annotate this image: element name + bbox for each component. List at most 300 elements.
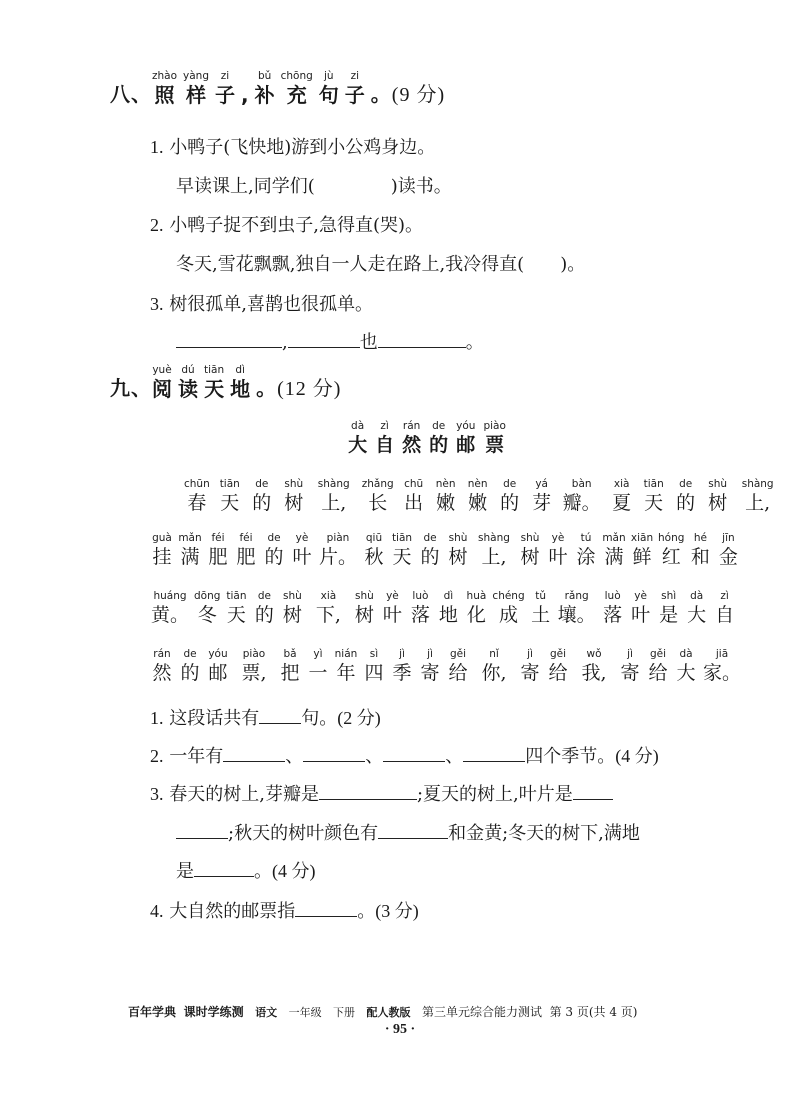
passage-title-char-hanzi: 票 [485, 434, 505, 456]
passage-word-hanzi: 满 [180, 546, 200, 568]
section-8-heading [110, 70, 445, 107]
passage-word-hanzi: 自 [715, 604, 735, 626]
passage-word-pinyin: bǎ [283, 648, 297, 660]
passage-word [713, 590, 737, 627]
passage-title-char-pinyin: dà [351, 420, 365, 432]
footer-grade: 一年级 [288, 1006, 322, 1019]
passage-word [206, 532, 230, 569]
passage-word-hanzi: 叶 [382, 604, 402, 626]
passage-word [518, 648, 542, 685]
passage-word-hanzi: 你, [481, 662, 507, 684]
s8-title-char [345, 70, 365, 107]
passage-word-pinyin: gěi [549, 648, 567, 660]
passage-word-hanzi: 家。 [702, 662, 741, 684]
passage-word-pinyin: piào [242, 648, 266, 660]
s8-title-char [241, 70, 249, 107]
passage-word-pinyin: huà [466, 590, 487, 602]
passage-word [657, 590, 681, 627]
passage-word [574, 648, 614, 685]
passage-word-hanzi: 把 [280, 662, 300, 684]
s9-q3-score: (4 分) [272, 861, 316, 881]
passage-word-hanzi: 我, [581, 662, 607, 684]
passage-word-hanzi: 给 [548, 662, 568, 684]
section-8-score: (9 分) [391, 84, 446, 106]
passage-word [518, 532, 542, 569]
passage-word [629, 590, 653, 627]
passage-word-hanzi: 红 [661, 546, 681, 568]
passage-word-hanzi: 的 [676, 492, 696, 514]
passage-word [530, 478, 554, 515]
s9-q2-blank-1[interactable] [223, 743, 285, 762]
passage-word-pinyin: hé [693, 532, 707, 544]
footer-volume: 下册 [333, 1006, 356, 1019]
s8-title-char-hanzi: 子 [344, 83, 365, 107]
s9-q4-score: (3 分) [375, 901, 419, 921]
s8-title-char-pinyin: jù [323, 70, 334, 82]
passage-word-hanzi: 春 [187, 492, 207, 514]
passage-word-hanzi: 肥 [208, 546, 228, 568]
passage-word-hanzi: 大 [676, 662, 696, 684]
passage-word-hanzi: 上, [745, 492, 771, 514]
s8-q3-number: 3. [150, 294, 164, 314]
passage-word-pinyin: yá [535, 478, 548, 490]
s9-q4-text-a: 大自然的邮票指 [169, 901, 296, 922]
passage-word-pinyin: guà [152, 532, 172, 544]
s9-title-char-hanzi: 地 [230, 377, 251, 401]
passage-word-pinyin: chū [404, 478, 424, 490]
passage-word-pinyin: shù [448, 532, 468, 544]
s8-q3-example [150, 290, 373, 316]
passage-title-char [483, 420, 505, 457]
s9-q2-sep-3: 、 [445, 746, 464, 767]
s8-q1-number: 1. [150, 137, 164, 157]
s8-q1-task [176, 172, 452, 198]
passage-word [390, 648, 414, 685]
passage-word [150, 648, 174, 685]
passage-word-pinyin: shù [283, 590, 302, 602]
passage-word [178, 532, 202, 569]
passage-word [290, 532, 314, 569]
passage-word-pinyin: luò [412, 590, 429, 602]
passage-word-pinyin: tiān [219, 478, 240, 490]
passage-word-hanzi: 地 [438, 604, 458, 626]
passage-word [674, 648, 698, 685]
passage-word [408, 590, 432, 627]
s8-q3-task [176, 328, 484, 354]
s9-q2-text-a: 一年有 [169, 746, 224, 767]
passage-word-hanzi: 和 [690, 546, 710, 568]
s8-title-char-hanzi: 照 [154, 83, 175, 107]
passage-word [334, 648, 358, 685]
passage-word-pinyin: gěi [449, 648, 467, 660]
passage-word-hanzi: 天 [220, 492, 240, 514]
passage-word [474, 532, 514, 569]
s9-q2-text-b: 四个季节。 [525, 746, 616, 767]
passage-word [150, 532, 174, 569]
passage-word [685, 590, 709, 627]
s9-q1-number: 1. [150, 708, 164, 728]
s8-q1-example-text: 小鸭子(飞快地)游到小公鸡身边。 [169, 137, 436, 158]
passage-word-pinyin: shàng [317, 478, 350, 490]
s8-q2-number: 2. [150, 215, 164, 235]
passage-word [402, 478, 426, 515]
passage-word-pinyin: shù [520, 532, 540, 544]
passage-word-pinyin: zhǎng [361, 478, 394, 490]
s8-q3-end: 。 [465, 332, 484, 353]
passage-word-pinyin: féi [211, 532, 225, 544]
s8-title-char-pinyin: yàng [183, 70, 209, 82]
s9-q3-line-1 [150, 780, 613, 806]
s9-q3-text-c: ;秋天的树叶颜色有 [228, 823, 379, 844]
s8-q3-ye: 也 [359, 332, 378, 353]
passage-word-hanzi: 金 [718, 546, 738, 568]
passage-word-hanzi: 树 [284, 492, 304, 514]
passage-word-hanzi: 的 [264, 546, 284, 568]
passage-word [529, 590, 553, 627]
s8-title-char-pinyin: zhào [152, 70, 178, 82]
passage-word-hanzi: 嫩 [436, 492, 456, 514]
passage-word [630, 532, 654, 569]
passage-word [716, 532, 740, 569]
footer-brand: 百年学典 [128, 1005, 177, 1019]
passage-word-hanzi: 化 [466, 604, 486, 626]
s8-q2-example [150, 211, 423, 237]
passage-word-pinyin: jì [527, 648, 533, 660]
passage-word [618, 648, 642, 685]
passage-word-pinyin: tǔ [535, 590, 547, 602]
passage-word [418, 648, 442, 685]
s9-q1-score: (2 分) [337, 708, 381, 728]
passage-word-hanzi: 邮 [208, 662, 228, 684]
s8-q2-task-b: )。 [560, 254, 586, 275]
s9-q2 [150, 742, 659, 768]
s8-title-char-hanzi: , [241, 83, 249, 107]
passage-word [546, 532, 570, 569]
passage-word-pinyin: chéng [492, 590, 525, 602]
passage-word [150, 590, 190, 627]
s8-title-char-hanzi: 子 [215, 83, 235, 107]
s9-q3-blank-2a[interactable] [573, 781, 613, 800]
passage-word-hanzi: 叶 [631, 604, 651, 626]
passage-word [262, 532, 286, 569]
passage-word [218, 478, 242, 515]
passage-title-char-hanzi: 然 [402, 434, 422, 456]
s8-q2-task-a: 冬天,雪花飘飘,独自一人走在路上,我冷得直( [176, 254, 525, 275]
passage-word [674, 478, 698, 515]
passage-word-hanzi: 的 [254, 604, 274, 626]
passage-word-hanzi: 大 [687, 604, 707, 626]
s9-title-char-pinyin: dú [181, 364, 195, 376]
passage-word-hanzi: 下, [315, 604, 341, 626]
passage-word [314, 478, 354, 515]
passage-word-pinyin: dōng [194, 590, 221, 602]
passage-word-pinyin: yóu [208, 648, 228, 660]
passage-word-hanzi: 冬 [197, 604, 217, 626]
passage-title-char-hanzi: 自 [375, 434, 395, 456]
passage-word [688, 532, 712, 569]
passage-word-pinyin: shàng [478, 532, 510, 544]
s9-q3-blank-1[interactable] [319, 781, 417, 800]
passage-word-hanzi: 票, [241, 662, 267, 684]
passage-word-pinyin: shàng [741, 478, 774, 490]
footer-page-info: 第 3 页(共 4 页) [549, 1005, 638, 1019]
s8-title-char-pinyin: zi [350, 70, 359, 82]
passage-word-pinyin: huáng [153, 590, 187, 602]
section-8-period: 。 [370, 82, 392, 106]
s9-q2-sep-2: 、 [365, 746, 384, 767]
s8-q1-task-a: 早读课上,同学们( [176, 176, 315, 197]
passage-word-pinyin: gěi [649, 648, 667, 660]
passage-word [362, 478, 394, 515]
passage-word-pinyin: jì [399, 648, 405, 660]
passage-word-hanzi: 的 [252, 492, 272, 514]
passage-word-hanzi: 长 [368, 492, 388, 514]
passage-word [498, 478, 522, 515]
passage-word-hanzi: 土 [531, 604, 551, 626]
s8-title-char [319, 70, 339, 107]
passage-title-char-pinyin: piào [483, 420, 506, 432]
passage-word [194, 590, 220, 627]
s8-q3-example-text: 树很孤单,喜鹊也很孤单。 [169, 294, 373, 315]
s9-q4-blank[interactable] [295, 898, 357, 917]
passage-word-pinyin: nǐ [489, 648, 499, 660]
passage-word-pinyin: yì [313, 648, 323, 660]
passage-word-pinyin: nèn [435, 478, 456, 490]
passage-word-hanzi: 肥 [236, 546, 256, 568]
section-9-score: (12 分) [277, 378, 342, 400]
s9-title-char-pinyin: yuè [152, 364, 172, 376]
s8-title-char-hanzi: 句 [318, 83, 339, 107]
s9-q1-text-b: 句。 [301, 708, 338, 729]
s8-q3-blank-1[interactable] [176, 329, 282, 348]
passage-title-char-hanzi: 的 [429, 434, 449, 456]
passage-line-1 [184, 478, 786, 515]
passage-word-pinyin: shù [355, 590, 374, 602]
passage-word-pinyin: jīn [722, 532, 735, 544]
passage-word [306, 648, 330, 685]
passage-word [646, 648, 670, 685]
passage-word-pinyin: hóng [658, 532, 685, 544]
s8-q1-task-b: )读书。 [390, 176, 452, 197]
s9-title-char-pinyin: dì [235, 364, 245, 376]
passage-word-hanzi: 秋 [364, 546, 384, 568]
passage-word-pinyin: dà [679, 648, 693, 660]
s8-q3-blank-2[interactable] [288, 329, 360, 348]
passage-title [0, 420, 800, 457]
passage-word-hanzi: 寄 [420, 662, 440, 684]
passage-word [318, 532, 358, 569]
s9-q1-blank[interactable] [259, 705, 301, 724]
passage-line-2 [150, 532, 744, 569]
s8-title-char-hanzi: 充 [286, 83, 307, 107]
s8-q2-task [176, 250, 585, 276]
passage-word-pinyin: chūn [184, 478, 210, 490]
passage-word-pinyin: piàn [326, 532, 350, 544]
passage-word [362, 532, 386, 569]
passage-word [206, 648, 230, 685]
s9-q3-text-d: 和金黄;冬天的树下,满地 [448, 823, 640, 844]
passage-word-hanzi: 树 [708, 492, 728, 514]
s9-q2-number: 2. [150, 746, 164, 766]
passage-word [574, 532, 598, 569]
s8-q3-comma: , [282, 332, 288, 353]
passage-word [362, 648, 386, 685]
passage-word-pinyin: de [423, 532, 437, 544]
passage-word [352, 590, 376, 627]
passage-word-pinyin: de [255, 478, 269, 490]
passage-word-hanzi: 满 [604, 546, 624, 568]
s9-q1 [150, 704, 381, 730]
passage-word-hanzi: 壤。 [557, 604, 596, 626]
s8-title-char-pinyin: zi [220, 70, 230, 82]
passage-title-char-hanzi: 大 [348, 434, 368, 456]
s9-q3-blank-4[interactable] [194, 858, 254, 877]
page-number: · 95 · [384, 1022, 416, 1037]
passage-word [642, 478, 666, 515]
passage-word-pinyin: nián [334, 648, 358, 660]
passage-word-pinyin: yè [295, 532, 309, 544]
passage-word-hanzi: 是 [659, 604, 679, 626]
passage-word [474, 648, 514, 685]
passage-word-pinyin: xià [613, 478, 630, 490]
passage-word-pinyin: mǎn [178, 532, 202, 544]
passage-word [738, 478, 778, 515]
passage-word-pinyin: qiū [365, 532, 383, 544]
passage-word [466, 478, 490, 515]
passage-word-pinyin: xiān [630, 532, 654, 544]
passage-word-hanzi: 挂 [152, 546, 172, 568]
passage-word [184, 478, 210, 515]
passage-word [602, 532, 626, 569]
passage-word-hanzi: 四 [364, 662, 384, 684]
passage-title-char [429, 420, 448, 457]
passage-word-pinyin: de [267, 532, 281, 544]
passage-word [308, 590, 348, 627]
footer-subject: 语文 [255, 1006, 278, 1019]
passage-word-pinyin: yè [551, 532, 565, 544]
passage-word-hanzi: 的 [420, 546, 440, 568]
passage-title-char-pinyin: zì [380, 420, 389, 432]
footer-series: 课时学练测 [183, 1005, 244, 1019]
passage-word [436, 590, 460, 627]
s9-q3-line-2 [176, 819, 640, 845]
s8-q3-blank-3[interactable] [378, 329, 466, 348]
passage-word [446, 648, 470, 685]
passage-word-pinyin: tú [580, 532, 592, 544]
passage-word-hanzi: 寄 [520, 662, 540, 684]
s9-q2-blank-3[interactable] [383, 743, 445, 762]
passage-word-hanzi: 落 [603, 604, 623, 626]
s9-title-char [230, 364, 250, 401]
passage-word-pinyin: nèn [467, 478, 488, 490]
s9-q3-number: 3. [150, 784, 164, 804]
s9-title-char-hanzi: 天 [204, 377, 225, 401]
passage-word-hanzi: 成 [499, 604, 519, 626]
passage-word-pinyin: shù [284, 478, 304, 490]
passage-word-hanzi: 叶 [292, 546, 312, 568]
passage-word-hanzi: 涂 [576, 546, 596, 568]
passage-word [557, 590, 597, 627]
passage-word-hanzi: 黄。 [150, 604, 189, 626]
passage-word-hanzi: 季 [392, 662, 412, 684]
section-9-period: 。 [256, 376, 278, 400]
passage-word-hanzi: 然 [152, 662, 172, 684]
passage-word-pinyin: tiān [226, 590, 247, 602]
passage-word-hanzi: 树 [282, 604, 302, 626]
passage-word-pinyin: dà [690, 590, 704, 602]
passage-word [390, 532, 414, 569]
s8-title-char-hanzi: 样 [186, 83, 207, 107]
s9-q2-blank-2[interactable] [303, 743, 365, 762]
s8-title-char-pinyin: chōng [280, 70, 313, 82]
passage-word [610, 478, 634, 515]
passage-word-pinyin: de [257, 590, 271, 602]
passage-word [282, 478, 306, 515]
passage-word-pinyin: shì [661, 590, 677, 602]
s9-q2-blank-4[interactable] [463, 743, 525, 762]
s8-q1-example [150, 133, 435, 159]
passage-word-hanzi: 的 [500, 492, 520, 514]
passage-word-hanzi: 瓣。 [562, 492, 601, 514]
passage-word-hanzi: 一 [308, 662, 328, 684]
s8-q2-example-text: 小鸭子捉不到虫子,急得直(哭)。 [169, 215, 423, 236]
passage-word [252, 590, 276, 627]
s9-title-char-hanzi: 读 [178, 377, 198, 401]
passage-word-hanzi: 给 [448, 662, 468, 684]
passage-word [224, 590, 248, 627]
passage-word [250, 478, 274, 515]
s8-title-char [255, 70, 275, 107]
passage-word-pinyin: sì [369, 648, 379, 660]
passage-word-hanzi: 上, [321, 492, 347, 514]
passage-word [464, 590, 488, 627]
s9-title-char [152, 364, 172, 401]
passage-word-hanzi: 天 [392, 546, 412, 568]
passage-word-hanzi: 落 [410, 604, 430, 626]
section-9-heading [110, 364, 341, 401]
passage-word-pinyin: dì [443, 590, 454, 602]
s9-q2-score: (4 分) [615, 746, 659, 766]
passage-word-hanzi: 出 [404, 492, 424, 514]
s9-title-char-pinyin: tiān [204, 364, 225, 376]
passage-title-char-pinyin: de [432, 420, 446, 432]
passage-word-hanzi: 嫩 [468, 492, 488, 514]
passage-word [278, 648, 302, 685]
s9-q3-text-a: 春天的树上,芽瓣是 [169, 784, 319, 805]
s9-title-char [178, 364, 198, 401]
s8-title-char [281, 70, 313, 107]
s9-q3-text-f: 。 [254, 861, 272, 882]
passage-word [601, 590, 625, 627]
passage-title-char [348, 420, 367, 457]
passage-title-char [375, 420, 394, 457]
s9-q3-blank-2b[interactable] [176, 820, 228, 839]
passage-word [234, 648, 274, 685]
passage-word-hanzi: 天 [226, 604, 246, 626]
s8-title-char [183, 70, 209, 107]
passage-word [546, 648, 570, 685]
passage-word [434, 478, 458, 515]
passage-word-hanzi: 寄 [620, 662, 640, 684]
passage-word-hanzi: 片。 [318, 546, 357, 568]
s9-title-char-hanzi: 阅 [152, 377, 172, 401]
page-footer [128, 1003, 638, 1020]
s9-q3-text-b: ;夏天的树上,叶片是 [416, 784, 573, 805]
section-8-number: 八、 [110, 82, 152, 106]
passage-word-pinyin: zì [720, 590, 729, 602]
s9-q3-blank-3[interactable] [378, 820, 448, 839]
passage-word-pinyin: rǎng [564, 590, 589, 602]
